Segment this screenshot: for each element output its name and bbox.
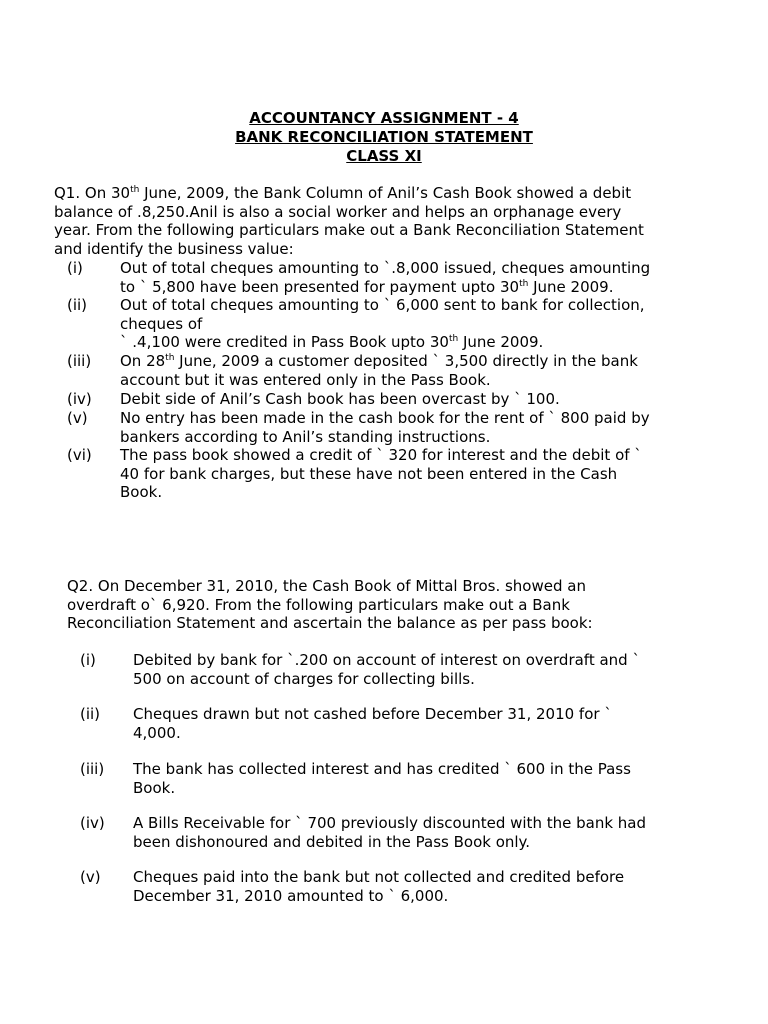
item-text: Out of total cheques amounting to `.8,000 issued, cheques amounting [120, 259, 651, 277]
item-text: On 28th June, 2009 a customer deposited ` 3,500 directly in the bank [120, 352, 638, 370]
q1-intro-line3: year. From the following particulars make out a Bank Reconciliation Statement [54, 221, 644, 239]
q2-intro-line2: overdraft o` 6,920. From the following particulars make out a Bank [67, 596, 570, 614]
item-text: Cheques paid into the bank but not collected and credited before [133, 868, 625, 886]
item-text: ` .4,100 were credited in Pass Book upto 30th June 2009. [120, 333, 544, 351]
item-number: (iv) [80, 814, 105, 832]
item-text: Book. [120, 483, 163, 501]
item-text: Debit side of Anil’s Cash book has been overcast by ` 100. [120, 390, 560, 408]
item-number: (i) [67, 259, 83, 277]
q1-intro-line4: and identify the business value: [54, 240, 294, 258]
assignment-title: ACCOUNTANCY ASSIGNMENT - 4 [249, 109, 519, 127]
item-number: (vi) [67, 446, 92, 464]
item-text: The bank has collected interest and has credited ` 600 in the Pass [133, 760, 631, 778]
item-text: December 31, 2010 amounted to ` 6,000. [133, 886, 449, 905]
item-text: The pass book showed a credit of ` 320 for interest and the debit of ` [120, 446, 642, 464]
q2-intro-line3: Reconciliation Statement and ascertain the balance as per pass book: [67, 614, 593, 632]
item-text: A Bills Receivable for ` 700 previously discounted with the bank had [133, 814, 646, 832]
item-text: Debited by bank for `.200 on account of interest on overdraft and ` [133, 651, 640, 669]
item-number: (v) [67, 409, 88, 427]
item-text: No entry has been made in the cash book for the rent of ` 800 paid by [120, 409, 650, 427]
item-text: Out of total cheques amounting to ` 6,000 sent to bank for collection, [120, 296, 645, 314]
q1-intro-line1: Q1. On 30th June, 2009, the Bank Column of Anil’s Cash Book showed a debit [54, 184, 632, 202]
q2-intro-line1: Q2. On December 31, 2010, the Cash Book of Mittal Bros. showed an [67, 577, 586, 595]
q1-intro-line2: balance of .8,250.Anil is also a social worker and helps an orphanage every [54, 203, 622, 221]
item-text: Cheques drawn but not cashed before December 31, 2010 for ` [133, 705, 612, 723]
item-text: to ` 5,800 have been presented for payment upto 30th June 2009. [120, 277, 614, 296]
item-text: account but it was entered only in the Pass Book. [120, 370, 491, 389]
item-number: (iii) [80, 760, 105, 778]
item-number: (ii) [67, 296, 88, 314]
item-number: (v) [80, 868, 101, 886]
class-label: CLASS XI [346, 147, 422, 165]
item-text: cheques of [120, 314, 203, 333]
assignment-subtitle: BANK RECONCILIATION STATEMENT [235, 128, 533, 146]
item-text: 40 for bank charges, but these have not been entered in the Cash [120, 464, 618, 483]
item-number: (ii) [80, 705, 101, 723]
item-number: (i) [80, 651, 96, 669]
item-text: 500 on account of charges for collecting bills. [133, 669, 475, 688]
item-text: 4,000. [133, 723, 181, 742]
item-text: bankers according to Anil’s standing instructions. [120, 427, 491, 446]
item-text: been dishonoured and debited in the Pass Book only. [133, 832, 531, 851]
item-number: (iii) [67, 352, 92, 370]
item-number: (iv) [67, 390, 92, 408]
item-text: Book. [133, 778, 176, 797]
